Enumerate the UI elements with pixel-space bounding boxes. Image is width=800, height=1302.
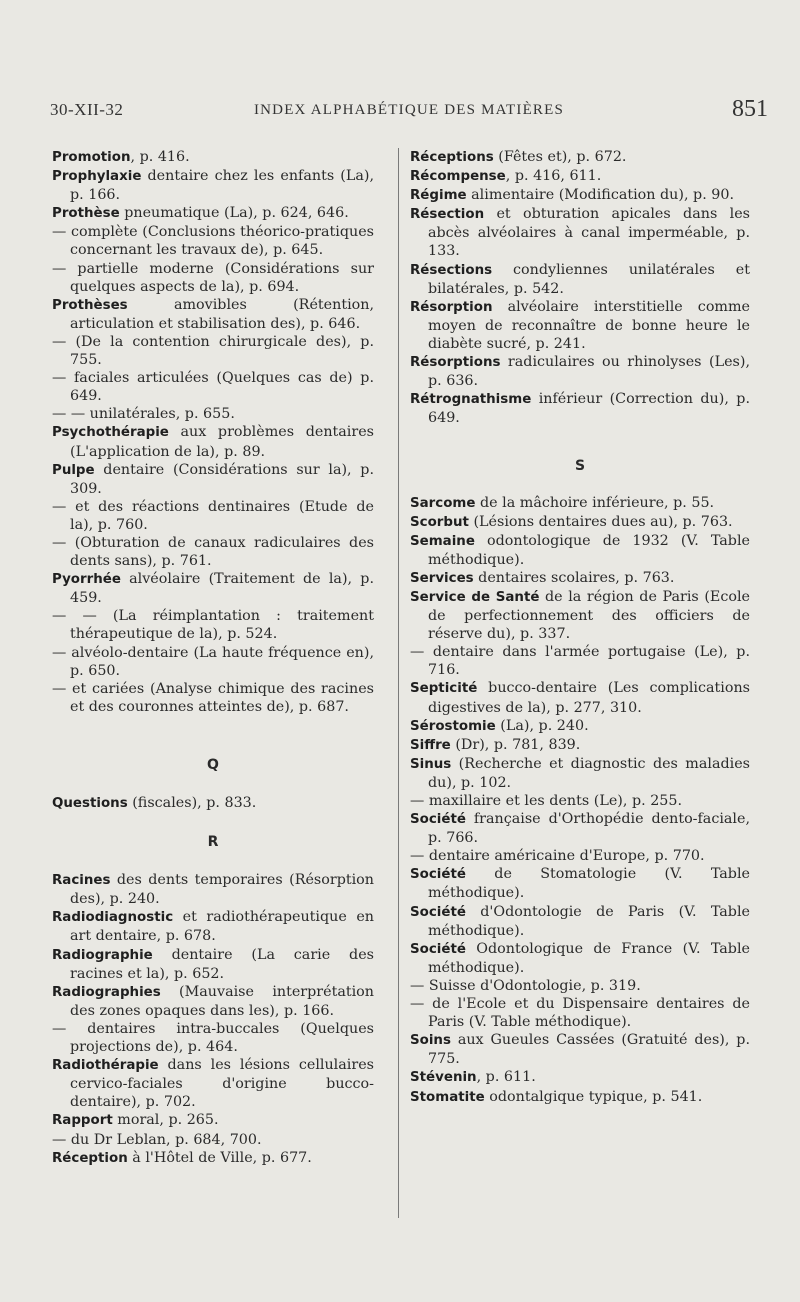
index-entry [52, 607, 374, 643]
entry-text: inférieur (Correction du), p. 649. [428, 391, 750, 427]
index-entry [410, 865, 750, 902]
section-spacer [52, 851, 374, 871]
entry-text: (Dr), p. 781, 839. [450, 736, 581, 753]
index-entry [52, 369, 374, 405]
entry-text: — alvéolo-dentaire (La haute fréquence en), p. 650. [52, 644, 374, 679]
section-spacer [410, 476, 750, 494]
index-entry [52, 223, 374, 259]
entry-keyword: Pulpe [52, 462, 95, 478]
section-spacer [52, 716, 374, 756]
index-entry [410, 298, 750, 353]
entry-keyword: Rapport [52, 1113, 113, 1129]
entry-keyword: Semaine [410, 533, 475, 549]
entry-keyword: Questions [52, 796, 128, 811]
entry-keyword: Récompense [410, 169, 506, 185]
entry-text: de la mâchoire inférieure, p. 55. [475, 494, 715, 511]
section-letter: Q [207, 756, 219, 773]
entry-keyword: Radiodiagnostic [52, 910, 174, 926]
entry-text: condyliennes unilatérales et bilatérales, p. 542. [428, 261, 750, 297]
entry-keyword: Service de Santé [410, 589, 540, 605]
entry-text: — maxillaire et les dents (Le), p. 255. [410, 793, 683, 809]
entry-keyword: Résorptions [410, 355, 501, 371]
entry-keyword: Siffre [410, 737, 451, 753]
entry-keyword: Soins [410, 1033, 451, 1049]
entry-text: , p. 416, 611. [505, 168, 602, 185]
entry-text: aux Gueules Cassées (Gratuité des), p. 775. [428, 1032, 750, 1068]
entry-text: et obturation apicales dans les abcès alvéolaires à canal imperméable, p. 133. [428, 206, 750, 260]
index-entry [410, 995, 750, 1031]
index-entry [410, 736, 750, 755]
index-entry [410, 643, 750, 679]
index-entry [52, 167, 374, 204]
entry-keyword: Sérostomie [410, 718, 496, 734]
entry-keyword: Prothèses [52, 297, 128, 313]
entry-text: odontalgique typique, p. 541. [484, 1088, 703, 1105]
entry-keyword: Promotion [52, 150, 131, 165]
entry-text: dentaire chez les enfants (La), p. 166. [70, 168, 374, 204]
entry-keyword: Régime [410, 188, 467, 204]
entry-text: odontologique de 1932 (V. Table méthodique). [428, 532, 750, 568]
entry-text: et radiothérapeutique en art dentaire, p. 678. [70, 909, 374, 945]
entry-keyword: Prophylaxie [52, 169, 142, 185]
index-entry [52, 534, 374, 570]
entry-text: aux problèmes dentaires (L'application de la), p. 89. [70, 424, 374, 460]
index-entry [52, 946, 374, 983]
index-entry [410, 261, 750, 298]
index-entry [410, 513, 750, 532]
entry-keyword: Société [410, 941, 466, 957]
column-divider [398, 148, 399, 1218]
entry-keyword: Réception [52, 1150, 128, 1166]
entry-keyword: Pyorrhée [52, 572, 121, 588]
entry-text: — du Dr Leblan, p. 684, 700. [52, 1131, 262, 1148]
entry-keyword: Sinus [410, 756, 452, 772]
entry-text: des dents temporaires (Résorption des), p. 240. [70, 872, 374, 908]
index-entry [52, 423, 374, 460]
entry-text: de la région de Paris (Ecole de perfectionnement des officiers de réserve du), p. 337. [428, 588, 750, 643]
index-entry [410, 353, 750, 390]
entry-text: (Fêtes et), p. 672. [493, 149, 627, 165]
index-entry [52, 1131, 374, 1149]
index-entry [52, 333, 374, 369]
right-column [410, 148, 750, 1107]
entry-text: bucco-dentaire (Les complications digestives de la), p. 277, 310. [428, 680, 750, 716]
index-entry [52, 570, 374, 607]
index-entry [410, 977, 750, 995]
section-spacer [52, 813, 374, 833]
entry-text: alimentaire (Modification du), p. 90. [466, 187, 735, 204]
index-entry [52, 908, 374, 945]
entry-text: (La), p. 240. [495, 717, 589, 734]
entry-text: (Lésions dentaires dues au), p. 763. [468, 513, 733, 530]
entry-keyword: Résorption [410, 299, 493, 315]
entry-keyword: Psychothérapie [52, 425, 169, 441]
index-entry [52, 644, 374, 680]
index-entry [52, 296, 374, 333]
entry-keyword: Société [410, 812, 466, 828]
entry-keyword: Stévenin [410, 1070, 477, 1086]
entry-text: — de l'Ecole et du Dispensaire dentaires de Paris (V. Table méthodique). [410, 996, 750, 1031]
index-entry [52, 871, 374, 908]
entry-text: radiculaires ou rhinolyses (Les), p. 636. [428, 354, 750, 390]
index-entry [410, 494, 750, 513]
entry-text: — dentaire américaine d'Europe, p. 770. [410, 848, 705, 865]
entry-text: française d'Orthopédie dento-faciale, p. 766. [428, 811, 750, 847]
entry-text: alvéolaire (Traitement de la), p. 459. [70, 571, 374, 607]
entry-text: (fiscales), p. 833. [127, 795, 257, 811]
entry-text: moral, p. 265. [112, 1112, 219, 1129]
index-entry [410, 148, 750, 167]
index-entry [410, 1031, 750, 1068]
index-entry [410, 1068, 750, 1087]
section-spacer [52, 774, 374, 794]
entry-text: (Mauvaise interprétation des zones opaques dans les), p. 166. [70, 983, 374, 1019]
entry-text: d'Odontologie de Paris (V. Table méthodique). [428, 903, 750, 939]
index-entry [52, 260, 374, 296]
left-column [52, 148, 374, 1168]
index-entry [410, 903, 750, 940]
entry-keyword: Stomatite [410, 1089, 485, 1105]
entry-keyword: Sarcome [410, 495, 476, 511]
entry-keyword: Réceptions [410, 150, 494, 165]
index-entry [52, 204, 374, 223]
index-entry [52, 794, 374, 813]
entry-text: , p. 611. [476, 1069, 536, 1086]
entry-keyword: Résections [410, 262, 493, 278]
index-entry [52, 405, 374, 423]
entry-text: — et cariées (Analyse chimique des racines et des couronnes atteintes de), p. 687. [52, 680, 374, 715]
entry-text: — partielle moderne (Considérations sur quelques aspects de la), p. 694. [52, 260, 374, 295]
entry-keyword: Société [410, 867, 466, 883]
entry-text: de Stomatologie (V. Table méthodique). [428, 866, 750, 902]
index-entry [410, 390, 750, 427]
entry-text: dentaire (Considérations sur la), p. 309. [70, 461, 374, 497]
index-entry [410, 755, 750, 792]
index-entry [410, 569, 750, 588]
entry-keyword: Résection [410, 207, 485, 223]
entry-keyword: Société [410, 904, 466, 920]
index-entry [52, 983, 374, 1020]
header-page-number: 851 [732, 96, 768, 122]
entry-text: — faciales articulées (Quelques cas de) p. 649. [52, 370, 374, 405]
entry-text: — (Obturation de canaux radiculaires des dents sans), p. 761. [52, 534, 374, 570]
entry-text: à l'Hôtel de Ville, p. 677. [127, 1149, 312, 1166]
entry-keyword: Radiothérapie [52, 1058, 159, 1074]
entry-text: — (De la contention chirurgicale des), p. 755. [52, 333, 374, 369]
index-entry [52, 1149, 374, 1168]
index-entry [52, 498, 374, 534]
index-entry [410, 940, 750, 977]
entry-text: amovibles (Rétention, articulation et stabilisation des), p. 646. [70, 296, 374, 332]
index-entry [410, 588, 750, 643]
entry-text: — dentaires intra-buccales (Quelques projections de), p. 464. [52, 1020, 374, 1056]
index-entry [410, 532, 750, 569]
index-entry [410, 205, 750, 260]
section-spacer [410, 427, 750, 457]
entry-keyword: Prothèse [52, 206, 120, 222]
entry-keyword: Radiographie [52, 947, 153, 963]
entry-text: dans les lésions cellulaires cervico-faciales d'origine bucco-dentaire), p. 702. [70, 1057, 374, 1111]
header-date: 30-XII-32 [50, 100, 124, 119]
entry-text: — et des réactions dentinaires (Etude de la), p. 760. [52, 498, 374, 533]
index-entry [410, 847, 750, 865]
index-entry [410, 1088, 750, 1107]
entry-text: , p. 416. [130, 149, 190, 165]
index-entry [410, 717, 750, 736]
index-entry [52, 1056, 374, 1111]
index-entry [410, 679, 750, 716]
entry-keyword: Services [410, 570, 474, 586]
index-entry [52, 680, 374, 716]
index-entry [410, 792, 750, 810]
entry-keyword: Rétrognathisme [410, 392, 532, 408]
entry-keyword: Septicité [410, 681, 478, 697]
index-entry [52, 1020, 374, 1056]
entry-keyword: Radiographies [52, 984, 161, 1000]
entry-text: alvéolaire interstitielle comme moyen de reconnaître de bonne heure le diabète sucré, p. 241. [428, 298, 750, 352]
section-letter: S [574, 458, 586, 475]
entry-text: dentaires scolaires, p. 763. [473, 569, 675, 586]
entry-text: — — (La réimplantation : traitement thérapeutique de la), p. 524. [52, 608, 374, 643]
entry-text: — Suisse d'Odontologie, p. 319. [410, 977, 641, 994]
index-entry [52, 148, 374, 167]
section-letter: R [207, 834, 219, 851]
running-header [50, 96, 768, 126]
index-entry [52, 461, 374, 498]
entry-text: (Recherche et diagnostic des maladies du), p. 102. [428, 755, 750, 791]
index-entry [410, 810, 750, 847]
entry-keyword: Racines [52, 873, 111, 889]
header-title: INDEX ALPHABÉTIQUE DES MATIÈRES [253, 102, 565, 118]
entry-text: — complète (Conclusions théorico-pratiques concernant les travaux de), p. 645. [52, 224, 374, 259]
entry-text: pneumatique (La), p. 624, 646. [119, 205, 349, 222]
index-entry [410, 167, 750, 186]
entry-text: Odontologique de France (V. Table méthodique). [428, 940, 750, 976]
entry-text: — dentaire dans l'armée portugaise (Le), p. 716. [410, 644, 750, 679]
entry-text: dentaire (La carie des racines et la), p. 652. [70, 946, 374, 982]
index-entry [52, 1111, 374, 1130]
index-entry [410, 186, 750, 205]
entry-keyword: Scorbut [410, 514, 469, 530]
entry-text: — — unilatérales, p. 655. [52, 406, 235, 423]
